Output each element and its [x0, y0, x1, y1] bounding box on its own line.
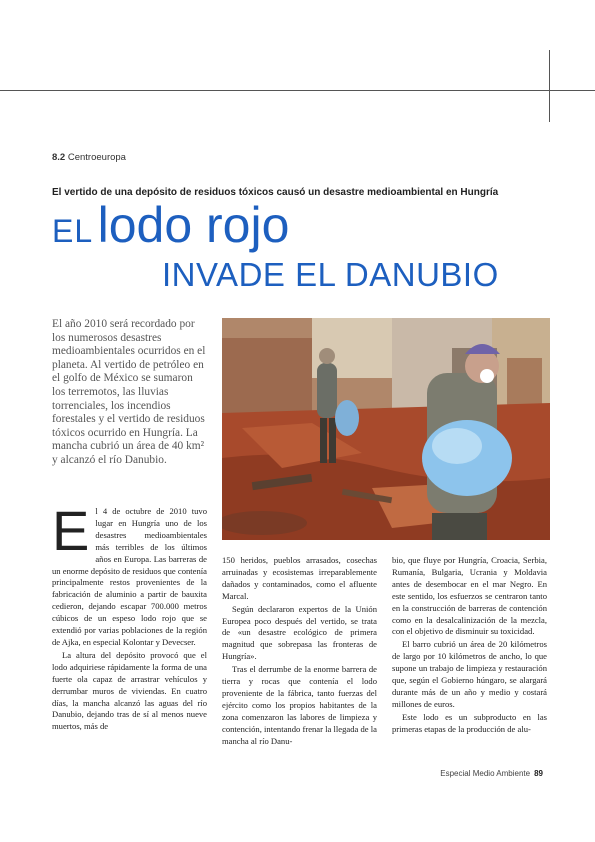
- header-vertical-rule: [549, 50, 550, 122]
- headline-sub: INVADE EL DANUBIO: [162, 256, 499, 293]
- paragraph: Este lodo es un subproducto en las primeras etapas de la producción de alu-: [392, 711, 547, 734]
- paragraph: Según declararon expertos de la Unión Europea poco después del vertido, se trata de «un desastre ecológico de primera magnitud que sobrepasa las fronteras de Hungría».: [222, 603, 377, 662]
- paragraph: l 4 de octubre de 2010 tuvo lugar en Hungría uno de los desastres medioambientales más terribles de los últimos años en Europa. Las barreras de un enorme depósito de residuos que contenía principalmente restos provenientes de la fabricación de aluminio a partir de bauxita cedieron, dejando escapar 700.000 metros cúbicos de un espeso lodo rojo que se extendió por varias poblaciones de la región de Ajka, en especial Kolontar y Devecser.: [52, 506, 207, 647]
- paragraph: bio, que fluye por Hungría, Croacia, Serbia, Rumanía, Bulgaria, Ucrania y Moldavia antes de desembocar en el mar Negro. En este sentido, los esfuerzos se centraron tanto en la construcción de barreras de contención como en la desalcalinización de la mezcla, con el objetivo de disminuir su toxicidad.: [392, 555, 547, 637]
- page-footer: [440, 769, 543, 778]
- headline-el: EL: [52, 213, 94, 249]
- section-number: 8.2: [52, 152, 66, 163]
- body-column-3: [392, 555, 547, 737]
- page-number: 89: [534, 769, 543, 778]
- header-rule: [0, 90, 595, 91]
- paragraph: Tras el derrumbe de la enorme barrera de tierra y rocas que contenía el lodo proveniente de la fábrica, tanto fuerzas del ejército como los propios habitantes de la zona comenzaron las labores de limpieza y contención, intentando frenar la llegada de la mancha al río Danu-: [222, 664, 377, 746]
- headline: [52, 196, 289, 254]
- headline-main: lodo rojo: [97, 197, 290, 253]
- drop-cap: E: [52, 499, 90, 562]
- paragraph: El barro cubrió un área de 20 kilómetros de largo por 10 kilómetros de ancho, lo que supone un trabajo de limpieza y restauración que, según el Gobierno húngaro, se alargará durante más de un año y medio y costará millones de euros.: [392, 639, 547, 709]
- lead-paragraph: El año 2010 será recordado por los numerosos desastres medioambientales ocurridos en el planeta. Al vertido de petróleo en el golfo de México se sumaron los terremotos, las lluvias torrenciales, los incendios forestales y el vertido de residuos tóxicos ocurrido en Hungría. La mancha cubrió un área de 40 km² y alcanzó el río Danubio.: [52, 318, 206, 466]
- footer-label: Especial Medio Ambiente: [440, 769, 531, 778]
- body-column-1: [52, 499, 207, 734]
- paragraph: La altura del depósito provocó que el lodo adquiriese rápidamente la forma de una fuerte ola capaz de arrastrar vehículos y derrumbar muros de viviendas. En cuatro días, la mancha alcanzó las aguas del río Danubio, dejando tras de sí al menos nueve muertos, más de: [52, 649, 207, 732]
- paragraph: 150 heridos, pueblos arrasados, cosechas arruinadas y ecosistemas irreparablemente dañados y contaminados, como el afluente Marcal.: [222, 555, 377, 601]
- section-name: Centroeuropa: [67, 152, 126, 163]
- photo-red-mud-cleanup: [222, 318, 550, 540]
- photo-illustration: [222, 318, 550, 540]
- body-column-2: [222, 555, 377, 749]
- kicker: El vertido de una depósito de residuos tóxicos causó un desastre medioambiental en Hungría: [52, 187, 499, 198]
- section-label: [52, 152, 126, 163]
